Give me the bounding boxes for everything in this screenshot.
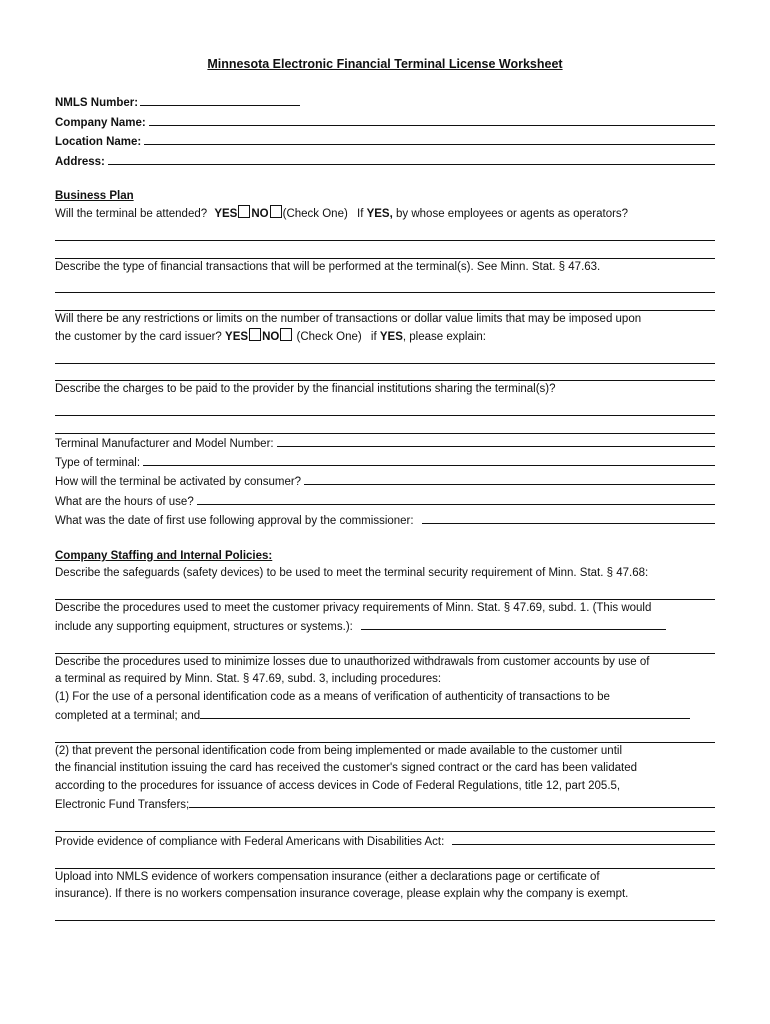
manufacturer-field[interactable]: Terminal Manufacturer and Model Number: bbox=[55, 434, 715, 453]
answer-line[interactable] bbox=[55, 582, 715, 599]
ada-field[interactable]: Provide evidence of compliance with Federal Americans with Disabilities Act: bbox=[55, 832, 715, 851]
answer-line[interactable] bbox=[55, 726, 715, 743]
answer-line[interactable] bbox=[55, 347, 715, 364]
first-use-input-line[interactable] bbox=[422, 511, 715, 524]
restrictions-no-checkbox[interactable] bbox=[280, 328, 292, 341]
business-plan-heading: Business Plan bbox=[55, 190, 134, 203]
restrictions-question-line2: the customer by the card issuer? YES NO (Check One) if YES, please explain: bbox=[55, 328, 715, 346]
answer-line[interactable] bbox=[55, 293, 715, 310]
hours-field[interactable]: What are the hours of use? bbox=[55, 492, 715, 511]
losses-question-line1: Describe the procedures used to minimize losses due to unauthorized withdrawals from customer accounts by use of bbox=[55, 656, 650, 669]
terminal-type-input-line[interactable] bbox=[143, 453, 715, 466]
attended-yes-checkbox[interactable] bbox=[238, 205, 250, 218]
attended-no-checkbox[interactable] bbox=[270, 205, 282, 218]
answer-line[interactable] bbox=[55, 815, 715, 832]
answer-line[interactable] bbox=[55, 224, 715, 241]
prevent-question-line3: according to the procedures for issuance of access devices in Code of Federal Regulations, title 12, part 205.5, bbox=[55, 779, 621, 792]
address-input-line[interactable] bbox=[108, 152, 715, 165]
address-field[interactable]: Address: bbox=[55, 152, 715, 171]
charges-question: Describe the charges to be paid to the provider by the financial institutions sharing the terminal(s)? bbox=[55, 383, 556, 396]
pin-input-line[interactable] bbox=[200, 706, 690, 719]
losses-question-line2: a terminal as required by Minn. Stat. § 47.69, subd. 3, including procedures: bbox=[55, 673, 442, 686]
answer-line[interactable] bbox=[55, 276, 715, 293]
activation-field[interactable]: How will the terminal be activated by consumer? bbox=[55, 472, 715, 491]
worksheet-page bbox=[55, 56, 715, 921]
answer-line[interactable] bbox=[55, 851, 715, 868]
first-use-field[interactable]: What was the date of first use following approval by the commissioner: bbox=[55, 511, 715, 530]
company-name-input-line[interactable] bbox=[149, 113, 715, 126]
prevent-question-line2: the financial institution issuing the card has received the customer's signed contract or the card has been validated bbox=[55, 762, 638, 775]
terminal-type-field[interactable]: Type of terminal: bbox=[55, 453, 715, 472]
answer-line[interactable] bbox=[55, 416, 715, 433]
answer-line[interactable] bbox=[55, 241, 715, 258]
privacy-question-line1: Describe the procedures used to meet the customer privacy requirements of Minn. Stat. § 47.69, subd. 1. (This would bbox=[55, 601, 652, 614]
activation-input-line[interactable] bbox=[304, 472, 715, 485]
nmls-input-line[interactable] bbox=[140, 93, 300, 106]
answer-line[interactable] bbox=[55, 399, 715, 416]
upload-question-line2: insurance). If there is no workers compensation insurance coverage, please explain why the company is exempt. bbox=[55, 888, 629, 901]
prevent-question-line1: (2) that prevent the personal identification code from being implemented or made available to the customer until bbox=[55, 745, 623, 758]
answer-line[interactable] bbox=[55, 637, 715, 654]
manufacturer-input-line[interactable] bbox=[277, 434, 715, 447]
ada-input-line[interactable] bbox=[452, 832, 715, 845]
restrictions-question-line1: Will there be any restrictions or limits on the number of transactions or dollar value limits that may be imposed upon bbox=[55, 312, 642, 325]
transaction-types-question: Describe the type of financial transactions that will be performed at the terminal(s). See Minn. Stat. § 47.63. bbox=[55, 260, 601, 273]
safeguards-question: Describe the safeguards (safety devices) to be used to meet the terminal security requirement of Minn. Stat. § 47.68: bbox=[55, 567, 649, 580]
location-name-field[interactable]: Location Name: bbox=[55, 132, 715, 151]
page-title: Minnesota Electronic Financial Terminal License Worksheet bbox=[207, 57, 563, 71]
restrictions-yes-checkbox[interactable] bbox=[249, 328, 261, 341]
privacy-input-line[interactable] bbox=[361, 617, 666, 630]
privacy-field[interactable]: include any supporting equipment, structures or systems.): bbox=[55, 617, 715, 636]
prevent-field[interactable]: Electronic Fund Transfers; bbox=[55, 795, 715, 814]
answer-line[interactable] bbox=[55, 904, 715, 921]
pin-field[interactable]: completed at a terminal; and bbox=[55, 706, 715, 725]
hours-input-line[interactable] bbox=[197, 492, 715, 505]
attended-question: Will the terminal be attended? YES NO (Check One) If YES, by whose employees or agents as operators? bbox=[55, 205, 715, 223]
staffing-heading: Company Staffing and Internal Policies: bbox=[55, 549, 273, 562]
upload-question-line1: Upload into NMLS evidence of workers compensation insurance (either a declarations page or certificate of bbox=[55, 870, 600, 883]
pin-question-line1: (1) For the use of a personal identification code as a means of verification of authenticity of transactions to be bbox=[55, 690, 610, 703]
prevent-input-line[interactable] bbox=[189, 795, 715, 808]
location-name-input-line[interactable] bbox=[144, 132, 715, 145]
company-name-field[interactable]: Company Name: bbox=[55, 113, 715, 132]
nmls-field[interactable]: NMLS Number: bbox=[55, 93, 715, 112]
answer-line[interactable] bbox=[55, 364, 715, 381]
